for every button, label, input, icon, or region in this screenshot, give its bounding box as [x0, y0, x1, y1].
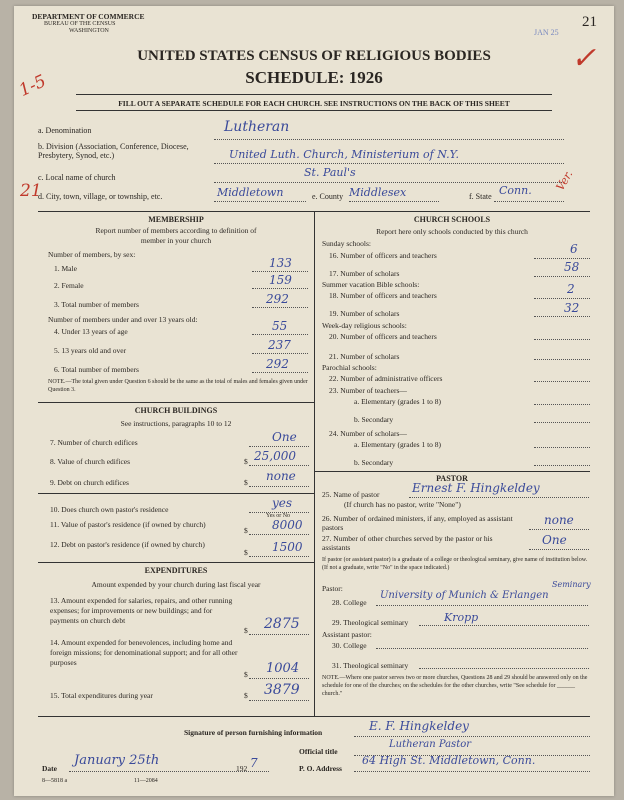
weekday-label: Week-day religious schools:	[322, 321, 407, 330]
received-stamp: JAN 25	[534, 28, 559, 37]
q14-value: 1004	[266, 661, 300, 676]
q14-dollar: $	[244, 670, 248, 679]
q29-label: 29. Theological seminary	[332, 618, 409, 627]
q17-value: 58	[564, 260, 580, 274]
city-name: WASHINGTON	[69, 28, 109, 34]
q4-label: 4. Under 13 years of age	[54, 327, 128, 336]
q3-label: 3. Total number of members	[54, 300, 139, 309]
margin-mark-2: 21	[20, 181, 42, 201]
address-label: P. O. Address	[299, 764, 342, 773]
q11-value: 8000	[272, 518, 303, 532]
pastor-heading: PASTOR	[436, 474, 468, 483]
q19-value: 32	[564, 301, 580, 315]
graduate-note: If pastor (or assistant pastor) is a graduate of a college or theological seminary, give name of institution below. (If not a graduate, write "No" in the space indicated.)	[322, 557, 588, 571]
division-label: b. Division (Association, Conference, Diocese, Presbytery, Synod, etc.)	[38, 142, 189, 160]
form-number-2: 11—2084	[134, 778, 158, 784]
q16-label: 16. Number of officers and teachers	[329, 251, 437, 260]
red-check-mark: ✓	[571, 41, 597, 76]
q11-dollar: $	[244, 526, 248, 535]
q18-label: 18. Number of officers and teachers	[329, 291, 437, 300]
address-value: 64 High St. Middletown, Conn.	[362, 754, 536, 767]
q9-dollar: $	[244, 478, 248, 487]
q12-value: 1500	[272, 540, 303, 554]
buildings-heading: CHURCH BUILDINGS	[134, 406, 218, 415]
q13-label: 13. Amount expended for salaries, repairs, and other running expenses; for improvements or new buildings; and for payments on church debt	[50, 596, 233, 625]
sheet-number: 21	[582, 14, 597, 30]
q1-value: 133	[269, 256, 292, 270]
year-prefix: 192	[236, 764, 248, 773]
q10-value: yes	[272, 496, 293, 510]
q15-label: 15. Total expenditures during year	[50, 691, 153, 700]
state-label: f. State	[469, 192, 492, 201]
summer-label: Summer vacation Bible schools:	[322, 280, 420, 289]
margin-mark: 1-5	[16, 71, 50, 101]
q18-value: 2	[567, 282, 575, 296]
q2-value: 159	[269, 273, 292, 287]
census-form	[14, 6, 614, 796]
q2-label: 2. Female	[54, 281, 84, 290]
city-value: Middletown	[217, 186, 284, 199]
q19-label: 19. Number of scholars	[329, 309, 400, 318]
county-value: Middlesex	[349, 186, 407, 199]
state-value: Conn.	[499, 184, 532, 197]
bureau-name: BUREAU OF THE CENSUS	[44, 21, 116, 27]
county-label: e. County	[312, 192, 344, 201]
membership-heading: MEMBERSHIP	[148, 215, 204, 224]
q15-dollar: $	[244, 691, 248, 700]
q25-hint: (If church has no pastor, write "None")	[344, 500, 461, 509]
assistant-label: Assistant pastor:	[322, 630, 372, 639]
q10-label: 10. Does church own pastor's residence	[50, 505, 169, 514]
schools-heading: CHURCH SCHOOLS	[413, 215, 491, 224]
form-number: 8—5818 a	[42, 778, 68, 784]
q23b-label: b. Secondary	[354, 415, 394, 424]
official-title-label: Official title	[299, 747, 338, 756]
q23-label: 23. Number of teachers—	[329, 386, 407, 395]
q5-label: 5. 13 years old and over	[54, 346, 127, 355]
q16-value: 6	[570, 242, 578, 256]
q26-value: none	[544, 513, 574, 527]
q12-dollar: $	[244, 548, 248, 557]
q28-label: 28. College	[332, 598, 367, 607]
membership-sub1: Report number of members according to definition of	[95, 226, 257, 235]
q13-dollar: $	[244, 626, 248, 635]
buildings-sub: See instructions, paragraphs 10 to 12	[120, 419, 232, 428]
q24a-label: a. Elementary (grades 1 to 8)	[354, 440, 442, 449]
q20-label: 20. Number of officers and teachers	[329, 332, 437, 341]
q22-label: 22. Number of administrative officers	[329, 374, 443, 383]
schools-sub: Report here only schools conducted by this church	[376, 227, 528, 236]
q7-label: 7. Number of church edifices	[50, 438, 138, 447]
q21-label: 21. Number of scholars	[329, 352, 400, 361]
q9-label: 9. Debt on church edifices	[50, 478, 129, 487]
q4-value: 55	[272, 319, 288, 333]
q27-label: 27. Number of other churches served by the pastor or his assistants	[322, 534, 493, 552]
q15-value: 3879	[264, 682, 300, 698]
denomination-label: a. Denomination	[38, 126, 92, 135]
q23a-label: a. Elementary (grades 1 to 8)	[354, 397, 442, 406]
date-value: January 25th	[74, 753, 160, 768]
q11-label: 11. Value of pastor's residence (if owned by church)	[50, 520, 206, 529]
q7-value: One	[272, 430, 297, 444]
city-label: d. City, town, village, or township, etc.	[38, 192, 163, 201]
date-label: Date	[42, 764, 57, 773]
q25-value: Ernest F. Hingkeldey	[412, 481, 540, 495]
q27-value: One	[542, 533, 567, 547]
q6-value: 292	[266, 357, 289, 371]
q6-label: 6. Total number of members	[54, 365, 139, 374]
q8-dollar: $	[244, 457, 248, 466]
q5-value: 237	[268, 338, 291, 352]
official-title-value: Lutheran Pastor	[389, 739, 472, 750]
q29-value: Kropp	[444, 611, 479, 624]
division-value: United Luth. Church, Ministerium of N.Y.	[229, 148, 460, 161]
by-sex-label: Number of members, by sex:	[48, 250, 136, 259]
q8-value: 25,000	[254, 449, 296, 463]
membership-note: NOTE.—The total given under Question 6 should be the same as the total of males and females given under Question 3.	[48, 379, 308, 393]
year-value: 7	[250, 756, 258, 770]
q25-label: 25. Name of pastor	[322, 490, 380, 499]
q26-label: 26. Number of ordained ministers, if any, employed as assistant pastors	[322, 514, 513, 532]
membership-sub2: member in your church	[140, 236, 212, 245]
church-name-label: c. Local name of church	[38, 173, 116, 182]
q28-seminary-note: Seminary	[552, 580, 591, 589]
q24b-label: b. Secondary	[354, 458, 394, 467]
q9-value: none	[266, 469, 296, 483]
pastor-note: NOTE.—Where one pastor serves two or more churches, Questions 28 and 29 should be answered only on the schedule for one of the churches; on the schedules for the other churches, write "See schedule for ______ church."	[322, 675, 588, 697]
denomination-value: Lutheran	[224, 119, 290, 135]
expenditures-heading: EXPENDITURES	[144, 566, 208, 575]
q28-value: University of Munich & Erlangen	[380, 590, 549, 601]
expenditures-sub: Amount expended by your church during last fiscal year	[91, 580, 261, 589]
q17-label: 17. Number of scholars	[329, 269, 400, 278]
instructions: FILL OUT A SEPARATE SCHEDULE FOR EACH CHURCH. SEE INSTRUCTIONS ON THE BACK OF THIS SHEET	[118, 99, 510, 108]
q12-label: 12. Debt on pastor's residence (if owned by church)	[50, 540, 205, 549]
verification-note: Ver.	[553, 168, 576, 193]
parochial-label: Parochial schools:	[322, 363, 377, 372]
pastor-sub-label: Pastor:	[322, 584, 343, 593]
schedule-title: SCHEDULE: 1926	[245, 68, 383, 87]
church-name-value: St. Paul's	[304, 166, 356, 179]
signature-label: Signature of person furnishing information	[184, 728, 323, 737]
q31-label: 31. Theological seminary	[332, 661, 409, 670]
age-label: Number of members under and over 13 years old:	[48, 315, 198, 324]
dept-name: DEPARTMENT OF COMMERCE	[32, 12, 145, 21]
q3-value: 292	[266, 292, 289, 306]
q8-label: 8. Value of church edifices	[50, 457, 131, 466]
form-title: UNITED STATES CENSUS OF RELIGIOUS BODIES	[137, 48, 491, 64]
q1-label: 1. Male	[54, 264, 77, 273]
q13-value: 2875	[264, 616, 300, 632]
sunday-label: Sunday schools:	[322, 239, 371, 248]
signature-value: E. F. Hingkeldey	[369, 719, 469, 733]
yes-no-hint: Yes or No	[266, 513, 291, 519]
q24-label: 24. Number of scholars—	[329, 429, 407, 438]
q30-label: 30. College	[332, 641, 367, 650]
q14-label: 14. Amount expended for benevolences, including home and foreign missions; for denominational support; and for all other purposes	[50, 638, 238, 667]
